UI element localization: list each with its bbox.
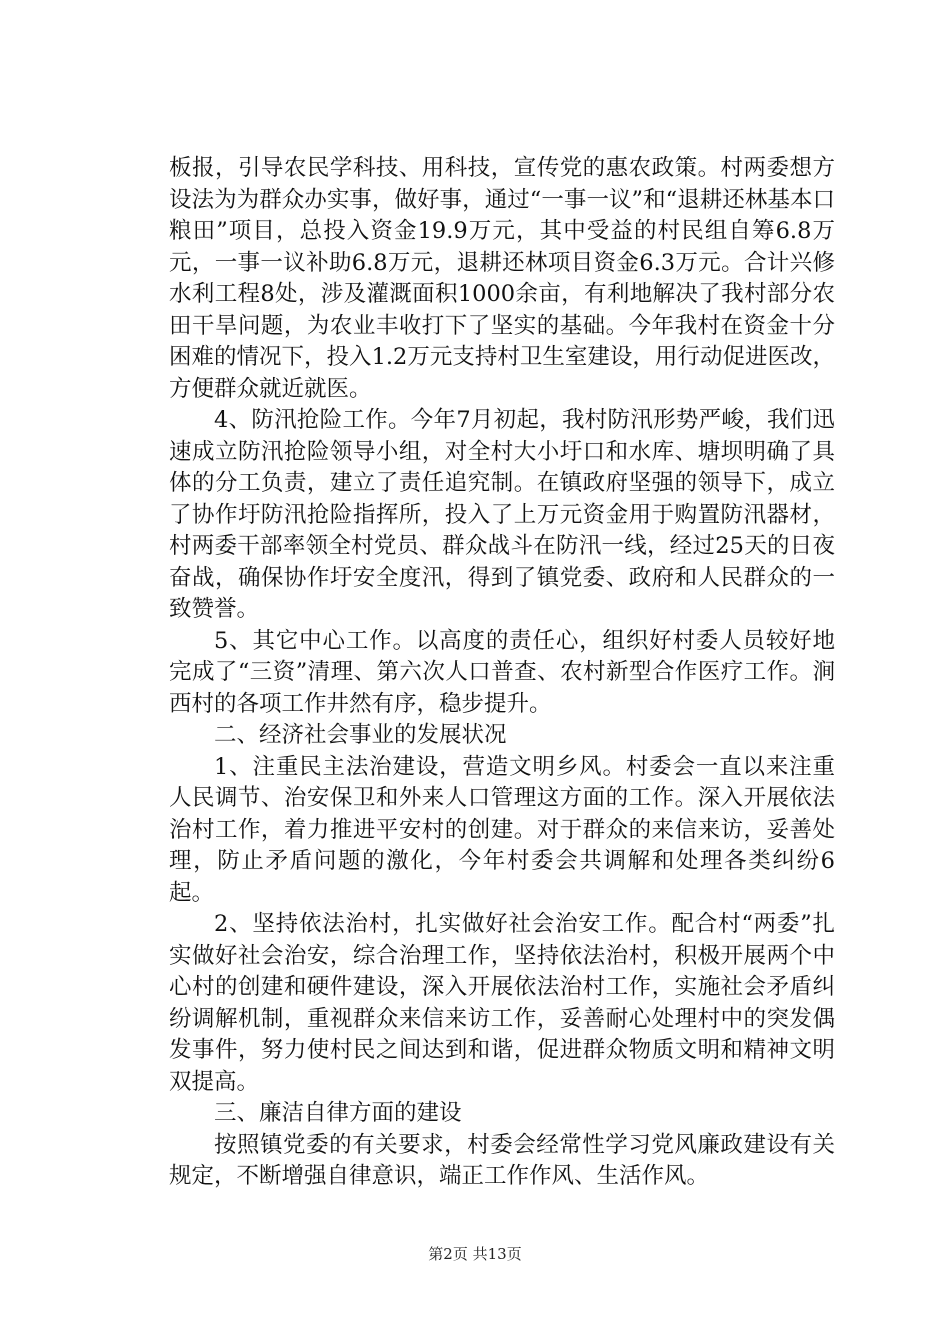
paragraph-public-security: 2、坚持依法治村，扎实做好社会治安工作。配合村“两委”扎实做好社会治安，综合治理工作，坚持依法治村，积极开展两个中心村的创建和硬件建设，深入开展依法治村工作，实施社会矛盾纠纷调解机制，重视群众来信来访工作，妥善耐心处理村中的突发偶发事件，努力使村民之间达到和谐，促进群众物质文明和精神文明双提高。 [169,911,835,1095]
paragraph-democracy-rule-of-law: 1、注重民主法治建设，营造文明乡风。村委会一直以来注重人民调节、治安保卫和外来人口管理这方面的工作。深入开展依法治村工作，着力推进平安村的创建。对于群众的来信来访，妥善处理，防止矛盾问题的激化，今年村委会共调解和处理各类纠纷6起。 [169,753,835,906]
paragraph-other-work: 5、其它中心工作。以高度的责任心，组织好村委人员较好地完成了“三资”清理、第六次人口普查、农村新型合作医疗工作。涧西村的各项工作井然有序，稳步提升。 [169,627,835,717]
paragraph-flood-control: 4、防汛抢险工作。今年7月初起，我村防汛形势严峻，我们迅速成立防汛抢险领导小组，对全村大小圩口和水库、塘坝明确了具体的分工负责，建立了责任追究制。在镇政府坚强的领导下，成立了协作圩防汛抢险指挥所，投入了上万元资金用于购置防汛器材，村两委干部率领全村党员、群众战斗在防汛一线，经过25天的日夜奋战，确保协作圩安全度汛，得到了镇党委、政府和人民群众的一致赞誉。 [169,407,835,622]
paragraph-agriculture-investment: 板报，引导农民学科技、用科技，宣传党的惠农政策。村两委想方设法为为群众办实事，做好事，通过“一事一议”和“退耕还林基本口粮田”项目，总投入资金19.9万元，其中受益的村民组自筹6.8万元，一事一议补助6.8万元，退耕还林项目资金6.3万元。合计兴修水利工程8处，涉及灌溉面积1000余亩，有利地解决了我村部分农田干旱问题，为农业丰收打下了坚实的基础。今年我村在资金十分困难的情况下，投入1.2万元支持村卫生室建设，用行动促进医改，方便群众就近就医。 [169,155,835,402]
section-heading-economic-social: 二、经济社会事业的发展状况 [214,722,507,748]
page-number-label: 第2页 共13页 [428,1245,522,1263]
section-heading-integrity: 三、廉洁自律方面的建设 [214,1100,462,1126]
document-body [169,153,835,1193]
paragraph-integrity-self-discipline: 按照镇党委的有关要求，村委会经常性学习党风廉政建设有关规定，不断增强自律意识，端正工作作风、生活作风。 [169,1131,835,1189]
page-footer [0,1243,950,1264]
